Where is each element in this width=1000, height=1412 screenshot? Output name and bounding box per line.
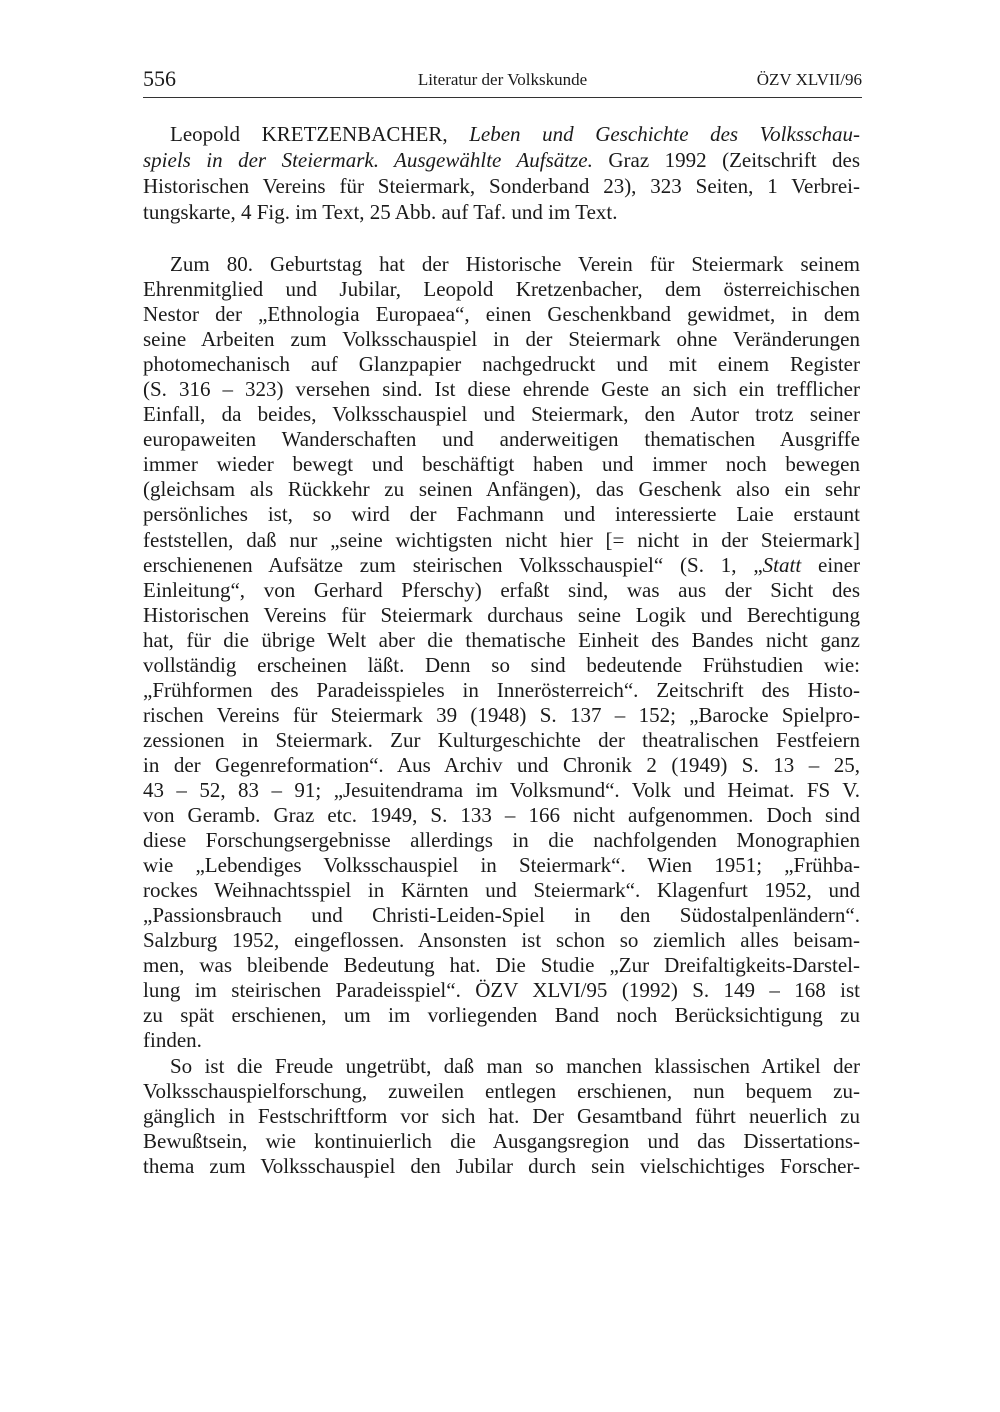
text-segment: Leopold KRETZENBACHER, bbox=[170, 122, 470, 146]
text-line bbox=[143, 377, 860, 402]
text-line bbox=[143, 477, 860, 502]
review-body bbox=[143, 252, 860, 1179]
text-line bbox=[143, 1154, 860, 1179]
italic-title-text: Statt bbox=[762, 552, 802, 577]
page-number: 556 bbox=[143, 66, 176, 91]
italic-title-text: spiels in der Steiermark. Ausgewählte Aufsätze. bbox=[143, 148, 593, 172]
text-line bbox=[143, 928, 860, 953]
text-line bbox=[143, 1104, 860, 1129]
text-segment: von Geramb. Graz etc. 1949, S. 133 – 166 nicht aufgenommen. Doch sind bbox=[143, 803, 860, 828]
text-segment: lung im steirischen Paradeisspiel“. ÖZV XLVI/95 (1992) S. 149 – 168 ist bbox=[143, 978, 860, 1003]
text-line bbox=[143, 1129, 860, 1154]
text-line bbox=[143, 1003, 860, 1028]
text-segment: „Passionsbrauch und Christi-Leiden-Spiel in den Südostalpenländern“. bbox=[143, 903, 860, 928]
header-rule bbox=[143, 97, 862, 98]
text-line bbox=[143, 653, 860, 678]
running-title: Literatur der Volkskunde bbox=[417, 70, 588, 89]
text-line bbox=[143, 878, 860, 903]
text-line bbox=[143, 778, 860, 803]
text-segment: feststellen, daß nur „seine wichtigsten nicht hier [= nicht in der Steiermark] bbox=[143, 527, 860, 552]
text-segment: thema zum Volksschauspiel den Jubilar durch sein vielschichtiges Forscher- bbox=[143, 1153, 860, 1178]
text-line bbox=[143, 528, 860, 553]
text-segment: Zum 80. Geburtstag hat der Historische Verein für Steiermark seinem bbox=[170, 252, 860, 276]
running-header bbox=[143, 66, 862, 96]
text-segment: erschienenen Aufsätze zum steirischen Volksschauspiel“ (S. 1, „ bbox=[143, 552, 763, 577]
text-segment: in der Gegenreformation“. Aus Archiv und Chronik 2 (1949) S. 13 – 25, bbox=[143, 752, 860, 777]
text-line bbox=[143, 953, 860, 978]
text-segment: persönliches ist, so wird der Fachmann und interessierte Laie erstaunt bbox=[143, 502, 860, 527]
text-line bbox=[143, 1079, 860, 1104]
text-line bbox=[143, 199, 860, 225]
text-segment: diese Forschungsergebnisse allerdings in die nachfolgenden Monographien bbox=[143, 828, 860, 853]
text-segment: europaweiten Wanderschaften und anderweitigen thematischen Ausgriffe bbox=[143, 427, 860, 452]
text-segment: rockes Weihnachtsspiel in Kärnten und Steiermark“. Klagenfurt 1952, und bbox=[143, 878, 860, 903]
italic-title-text: Leben und Geschichte des Volksschau- bbox=[469, 122, 860, 146]
text-line bbox=[143, 628, 860, 653]
text-line bbox=[143, 603, 860, 628]
text-segment: (gleichsam als Rückkehr zu seinen Anfängen), das Geschenk also ein sehr bbox=[143, 477, 860, 502]
text-segment: Historischen Vereins für Steiermark, Sonderband 23), 323 Seiten, 1 Verbrei- bbox=[143, 174, 860, 198]
text-segment: Ehrenmitglied und Jubilar, Leopold Kretzenbacher, dem österreichischen bbox=[143, 277, 860, 302]
text-line bbox=[143, 1028, 860, 1053]
text-segment: So ist die Freude ungetrübt, daß man so manchen klassischen Artikel der bbox=[170, 1053, 860, 1078]
text-segment: „Frühformen des Paradeisspieles in Innerösterreich“. Zeitschrift des Histo- bbox=[143, 677, 860, 702]
text-segment: wie „Lebendiges Volksschauspiel in Steiermark“. Wien 1951; „Frühba- bbox=[143, 853, 860, 878]
citation-block bbox=[143, 121, 860, 225]
text-line bbox=[143, 703, 860, 728]
text-segment: einer bbox=[801, 552, 860, 577]
text-segment: Bewußtsein, wie kontinuierlich die Ausgangsregion und das Dissertations- bbox=[143, 1128, 860, 1153]
text-line bbox=[143, 352, 860, 377]
text-line bbox=[143, 828, 860, 853]
text-segment: gänglich in Festschriftform vor sich hat. Der Gesamtband führt neuerlich zu bbox=[143, 1103, 860, 1128]
text-line bbox=[143, 903, 860, 928]
text-segment: immer wieder bewegt und beschäftigt haben und immer noch bewegen bbox=[143, 452, 860, 477]
text-segment: Graz 1992 (Zeitschrift des bbox=[592, 148, 860, 172]
text-segment: Einfall, da beides, Volksschauspiel und Steiermark, den Autor trotz seiner bbox=[143, 402, 860, 427]
text-line bbox=[143, 728, 860, 753]
text-line bbox=[143, 427, 860, 452]
text-line bbox=[143, 678, 860, 703]
text-segment: Salzburg 1952, eingeflossen. Ansonsten ist schon so ziemlich alles beisam- bbox=[143, 928, 860, 953]
text-segment: zu spät erschienen, um im vorliegenden Band noch Berücksichtigung zu bbox=[143, 1003, 860, 1028]
text-line bbox=[143, 327, 860, 352]
text-segment: hat, für die übrige Welt aber die thematische Einheit des Bandes nicht ganz bbox=[143, 627, 860, 652]
text-line bbox=[143, 147, 860, 173]
text-segment: 43 – 52, 83 – 91; „Jesuitendrama im Volksmund“. Volk und Heimat. FS V. bbox=[143, 777, 860, 802]
text-segment: vollständig erscheinen läßt. Denn so sind bedeutende Frühstudien wie: bbox=[143, 652, 860, 677]
text-line bbox=[143, 553, 860, 578]
text-segment: tungskarte, 4 Fig. im Text, 25 Abb. auf Taf. und im Text. bbox=[143, 200, 618, 224]
text-line bbox=[143, 402, 860, 427]
text-line bbox=[143, 452, 860, 477]
text-line bbox=[143, 277, 860, 302]
text-line bbox=[143, 502, 860, 527]
text-line bbox=[143, 753, 860, 778]
text-segment: finden. bbox=[143, 1028, 202, 1053]
text-line bbox=[143, 252, 860, 277]
text-segment: (S. 316 – 323) versehen sind. Ist diese ehrende Geste an sich ein trefflicher bbox=[143, 377, 860, 402]
text-line bbox=[143, 853, 860, 878]
text-line bbox=[143, 302, 860, 327]
text-line bbox=[143, 578, 860, 603]
text-line bbox=[143, 978, 860, 1003]
text-segment: rischen Vereins für Steiermark 39 (1948) S. 137 – 152; „Barocke Spielpro- bbox=[143, 702, 860, 727]
text-segment: Einleitung“, von Gerhard Pferschy) erfaßt sind, was aus der Sicht des bbox=[143, 577, 860, 602]
text-segment: photomechanisch auf Glanzpapier nachgedruckt und mit einem Register bbox=[143, 352, 860, 377]
text-line bbox=[143, 1054, 860, 1079]
text-segment: seine Arbeiten zum Volksschauspiel in der Steiermark ohne Veränderungen bbox=[143, 327, 860, 352]
journal-issue: ÖZV XLVII/96 bbox=[756, 70, 862, 89]
text-segment: men, was bleibende Bedeutung hat. Die Studie „Zur Dreifaltigkeits-Darstel- bbox=[143, 953, 860, 978]
text-segment: Nestor der „Ethnologia Europaea“, einen Geschenkband gewidmet, in dem bbox=[143, 302, 860, 327]
text-segment: zessionen in Steiermark. Zur Kulturgeschichte der theatralischen Festfeiern bbox=[143, 727, 860, 752]
text-segment: Historischen Vereins für Steiermark durchaus seine Logik und Berechtigung bbox=[143, 602, 860, 627]
text-line bbox=[143, 803, 860, 828]
text-line bbox=[143, 173, 860, 199]
text-line bbox=[143, 121, 860, 147]
text-segment: Volksschauspielforschung, zuweilen entlegen erschienen, nun bequem zu- bbox=[143, 1078, 860, 1103]
